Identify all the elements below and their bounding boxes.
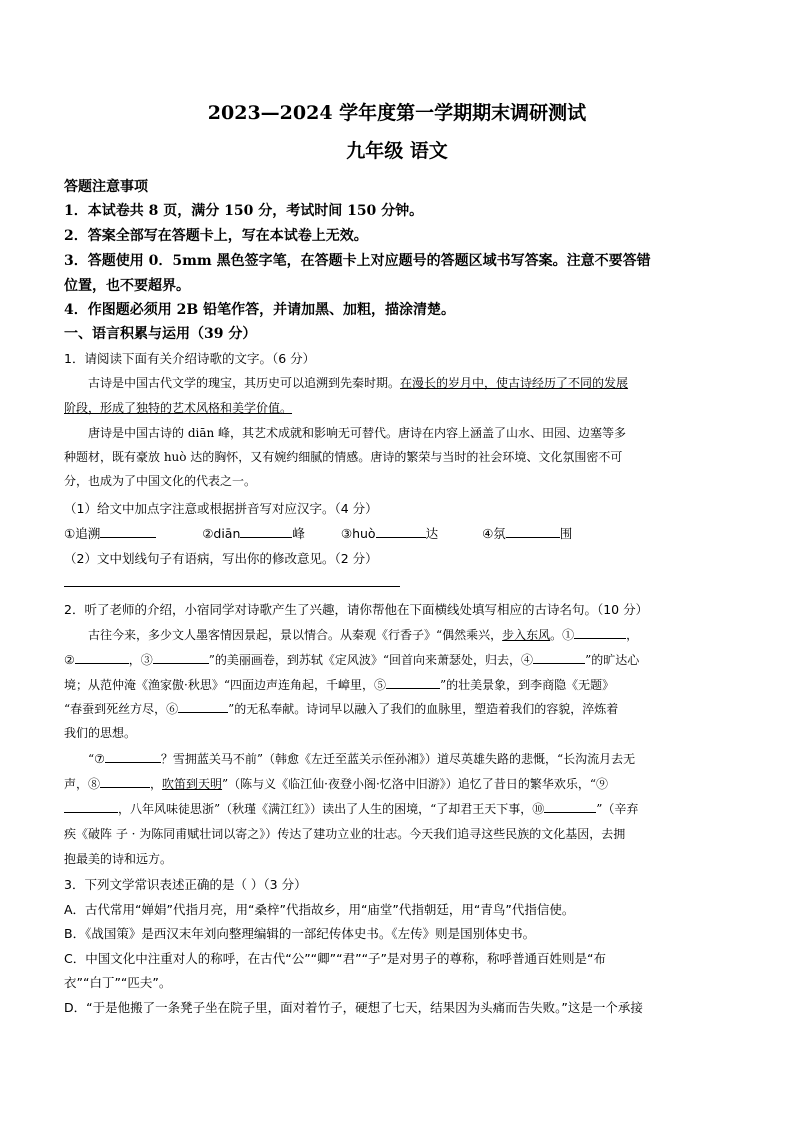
answer-blank[interactable] [105,750,161,763]
q2-stem: 2．听了老师的介绍，小宿同学对诗歌产生了兴趣，请你帮他在下面横线处填写相应的古诗名句。（10 分） [64,602,649,617]
underlined-sentence: 在漫长的岁月中，使古诗经历了不同的发展 [400,376,629,390]
q1-passage-line: 古诗是中国古代文学的瑰宝，其历史可以追溯到先秦时期。在漫长的岁月中，使古诗经历了不同的发展 [88,376,629,390]
underlined-sentence: 阶段，形成了独特的艺术风格和美学价值。 [64,401,293,415]
q2-passage-line: 古往今来，多少文人墨客情因景起，景以情合。从秦观《行香子》“偶然乘兴，步入东风。① ， [88,628,639,642]
answer-blank[interactable] [506,525,560,538]
answer-blank[interactable] [240,525,292,538]
answer-blank[interactable] [533,651,585,664]
answer-line[interactable] [64,586,400,587]
answer-blank[interactable] [386,676,440,689]
q3-option-c-cont: 衣”“白丁”“匹夫”。 [64,975,172,990]
q2-passage-line: “⑦ ？雪拥蓝关马不前”（韩愈《左迁至蓝关示侄孙湘》）道尽英雄失路的悲慨，“长沟流月去无 [88,752,636,766]
q3-option-b[interactable]: B．《战国策》是西汉末年刘向整理编辑的一部纪传体史书。《左传》则是国别体史书。 [64,926,536,941]
q2-passage-line: ② ，③ ”的美丽画卷，到苏轼《定风波》“回首向来萧瑟处，归去，④ ”的旷达心 [64,653,640,667]
q1-fill-row: ①追溯 ②diān 峰 ③huò 达 ④氛 围 [64,526,573,541]
notice-item-2: 2．答案全部写在答题卡上，写在本试卷上无效。 [64,228,368,244]
answer-blank[interactable] [64,800,118,813]
answer-blank[interactable] [376,525,426,538]
q2-passage-line: 声，⑧ ，吹笛到天明”（陈与义《临江仙·夜登小阁·忆洛中旧游》）追忆了昔日的繁华欢乐，“⑨ [64,777,608,791]
notice-item-3-cont: 位置，也不要超界。 [64,278,190,294]
q1-passage-line: 分，也成为了中国文化的代表之一。 [64,474,257,488]
q1-passage-line [64,399,736,416]
answer-blank[interactable] [178,700,228,713]
section-heading: 一、语言积累与运用（39 分） [64,326,257,342]
q2-passage-line: 我们的思想。 [64,726,137,740]
q3-option-c[interactable]: C．中国文化中注重对人的称呼，在古代“公”“卿”“君”“子”是对男子的尊称，称呼普通百姓则是“布 [64,951,607,966]
q2-passage-line: 抱最美的诗和远方。 [64,852,173,866]
q1-passage-line: 种题材，既有豪放 huò 达的胸怀，又有婉约细腻的情感。唐诗的繁荣与当时的社会环境、文化氛围密不可 [64,450,623,464]
q3-option-d[interactable]: D．“于是他搬了一条凳子坐在院子里，面对着竹子，硬想了七天，结果因为头痛而告失败。”这是一个承接 [64,1000,643,1015]
answer-blank[interactable] [544,800,596,813]
q1-stem: 1．请阅读下面有关介绍诗歌的文字。（6 分） [64,351,316,366]
answer-blank[interactable] [100,525,156,538]
q1-sub1: （1）给文中加点字注意或根据拼音写对应汉字。（4 分） [64,501,378,516]
q3-option-a[interactable]: A．古代常用“婵娟”代指月亮，用“桑梓”代指故乡，用“庙堂”代指朝廷，用“青鸟”代指信使。 [64,902,575,917]
answer-blank[interactable] [100,775,150,788]
exam-title: 2023—2024 学年度第一学期期末调研测试 [207,102,587,124]
notice-item-4: 4．作图题必须用 2B 铅笔作答，并请加黑、加粗，描涂清楚。 [64,302,456,318]
q1-sub2: （2）文中划线句子有语病，写出你的修改意见。（2 分） [64,551,378,566]
notice-heading: 答题注意事项 [64,179,148,195]
answer-blank[interactable] [153,651,209,664]
q2-passage-line: “春蚕到死丝方尽，⑥ ”的无私奉献。诗词早以融入了我们的血脉里，塑造着我们的容貌，淬炼着 [64,702,619,716]
q3-stem: 3．下列文学常识表述正确的是（ ）（3 分） [64,877,307,892]
q2-passage-line: 境；从范仲淹《渔家傲·秋思》“四面边声连角起，千嶂里，⑤ ”的壮美景象，到李商隐《无题》 [64,678,615,692]
q2-passage-line: ，八年风味徒思浙”（秋瑾《满江红》）读出了人生的困境，“了却君王天下事，⑩ ”（辛弃 [64,800,736,817]
q1-passage-line: 唐诗是中国古诗的 diān 峰，其艺术成就和影响无可替代。唐诗在内容上涵盖了山水、田园、边塞等多 [88,426,627,440]
exam-subtitle: 九年级 语文 [346,140,448,162]
notice-item-3: 3．答题使用 0．5mm 黑色签字笔，在答题卡上对应题号的答题区域书写答案。注意不要答错 [64,253,651,269]
answer-blank[interactable] [75,651,129,664]
answer-blank[interactable] [574,626,626,639]
q2-passage-line: 疾《破阵 子 · 为陈同甫赋壮词以寄之》）传达了建功立业的壮志。今天我们追寻这些民族的文化基因，去拥 [64,827,626,841]
notice-item-1: 1．本试卷共 8 页，满分 150 分，考试时间 150 分钟。 [64,203,424,219]
